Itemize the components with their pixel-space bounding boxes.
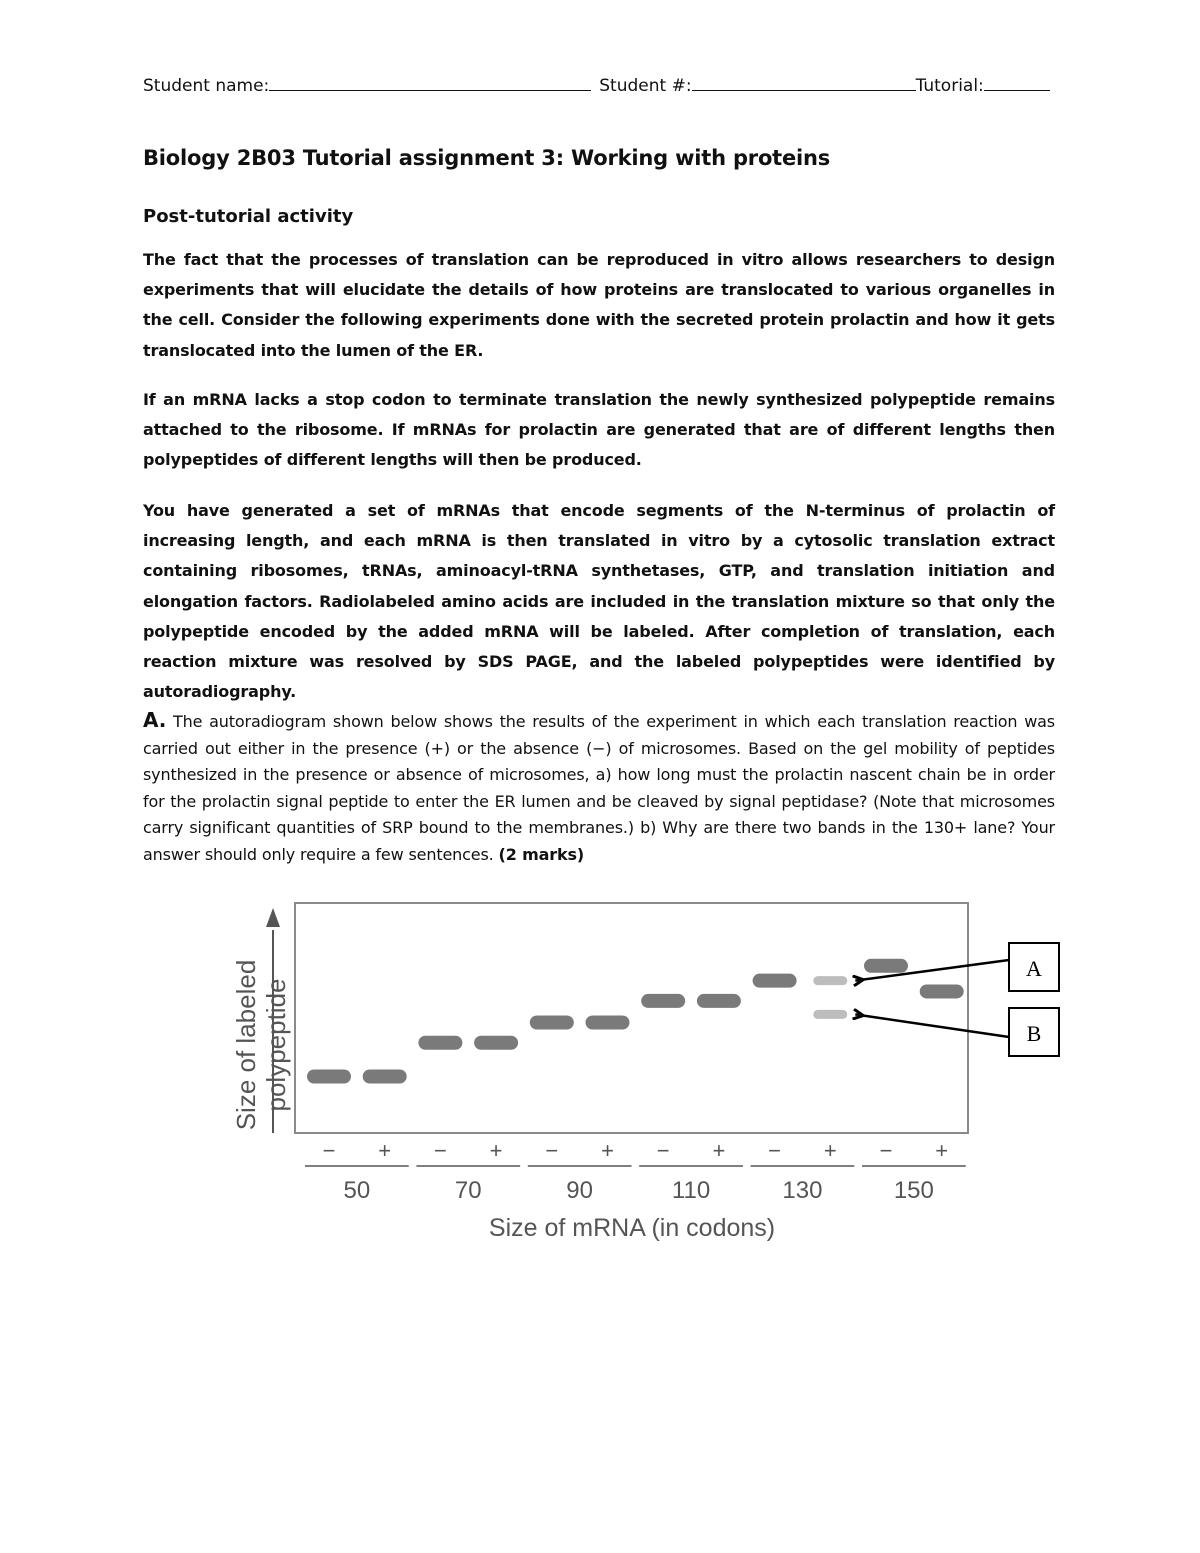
group-label-110: 110 <box>671 1177 711 1204</box>
lane-sign-50-0: − <box>322 1138 336 1163</box>
lane-sign-150-1: + <box>935 1138 949 1163</box>
gel-band-70-plus-3 <box>474 1036 518 1050</box>
x-axis-label: Size of mRNA (in codons) <box>488 1214 776 1242</box>
lane-sign-150-0: − <box>879 1138 893 1163</box>
lane-sign-130-1: + <box>823 1138 837 1163</box>
group-label-70: 70 <box>454 1177 482 1204</box>
question-a-marks: (2 marks) <box>498 844 585 864</box>
lane-sign-110-1: + <box>712 1138 726 1163</box>
paragraph-experiment: You have generated a set of mRNAs that encode segments of the N-terminus of prolactin of increasing length, and each mRNA is then translated in vitro by a cytosolic translation extract containing ribosomes, tRNAs, aminoacyl-tRNA synthetases, GTP, and translation initiation and elongation factors. Radiolabeled amino acids are included in the translation mixture so that only the polypeptide encoded by the added mRNA will be labeled. After completion of translation, each reaction mixture was resolved by SDS PAGE, and the labeled polypeptides were identified by autoradiography. <box>143 501 1055 702</box>
gel-band-50-plus-1 <box>363 1070 407 1084</box>
gel-band-90-minus-4 <box>530 1016 574 1030</box>
lane-sign-130-0: − <box>768 1138 782 1163</box>
lane-labels <box>305 1138 966 1204</box>
lane-sign-70-1: + <box>489 1138 503 1163</box>
lane-sign-50-1: + <box>378 1138 392 1163</box>
group-label-50: 50 <box>343 1177 371 1204</box>
paragraph-stop-codon: If an mRNA lacks a stop codon to terminate translation the newly synthesized polypeptide remains attached to the ribosome. If mRNAs for prolactin are generated that are of different lengths then polypeptides of different lengths will then be produced. <box>143 390 1055 470</box>
y-axis-label-line1: Size of labeled <box>231 959 261 1131</box>
gel-band-110-minus-6 <box>641 994 685 1008</box>
gel-band-110-plus-7 <box>697 994 741 1008</box>
gel-band-130-plus-9 <box>813 976 847 985</box>
gel-band-130-plus-10 <box>813 1010 847 1019</box>
lane-sign-90-0: − <box>545 1138 559 1163</box>
y-axis-label-line2: polypeptide <box>261 978 291 1112</box>
document-title: Biology 2B03 Tutorial assignment 3: Working with proteins <box>143 146 831 170</box>
group-label-90: 90 <box>566 1177 594 1204</box>
question-a-text: The autoradiogram shown below shows the results of the experiment in which each translation reaction was carried out either in the presence (+) or the absence (−) of microsomes. Based on the gel mobility of peptides synthesized in the presence or absence of microsomes, a) how long must the prolactin nascent chain be in order for the prolactin signal peptide to enter the ER lumen and be cleaved by signal peptidase? (Note that microsomes carry significant quantities of SRP bound to the membranes.) b) Why are there two bands in the 130+ lane? Your answer should only require a few sentences. <box>143 712 1055 864</box>
gel-band-130-minus-8 <box>753 974 797 988</box>
group-label-130: 130 <box>782 1177 823 1204</box>
gel-band-70-minus-2 <box>418 1036 462 1050</box>
callout-label-b: B <box>1026 1021 1042 1046</box>
gel-band-50-minus-0 <box>307 1070 351 1084</box>
student-number-label: Student #: <box>599 76 692 96</box>
gel-band-150-plus-12 <box>920 984 964 998</box>
y-axis-arrowhead-icon <box>266 908 280 927</box>
gel-band-90-plus-5 <box>586 1016 630 1030</box>
lane-sign-70-0: − <box>433 1138 447 1163</box>
group-label-150: 150 <box>893 1177 934 1204</box>
callout-label-a: A <box>1026 956 1042 981</box>
paragraph-intro: The fact that the processes of translation can be reproduced in vitro allows researchers to design experiments that will elucidate the details of how proteins are translocated to various organelles in the cell. Consider the following experiments done with the secreted protein prolactin and how it gets translocated into the lumen of the ER. <box>143 250 1055 360</box>
lane-sign-90-1: + <box>601 1138 614 1163</box>
gel-band-150-minus-11 <box>864 959 908 973</box>
question-a-label: A. <box>143 708 167 732</box>
y-axis-label <box>231 960 291 1131</box>
gel-frame <box>295 903 968 1133</box>
tutorial-label: Tutorial: <box>915 76 984 96</box>
section-heading: Post-tutorial activity <box>143 206 354 227</box>
lane-sign-110-0: − <box>656 1138 670 1163</box>
student-name-label: Student name: <box>143 76 270 96</box>
